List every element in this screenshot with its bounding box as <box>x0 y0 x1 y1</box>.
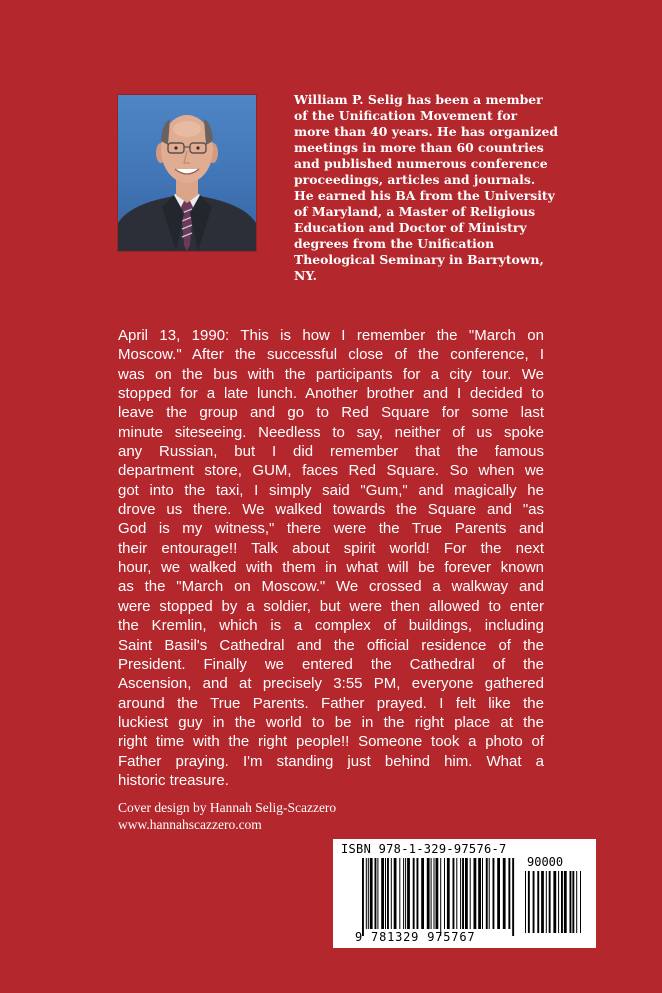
story-line: hour, we walked with them in what will be forever known <box>118 559 544 577</box>
author-bio <box>294 92 558 284</box>
isbn-label: ISBN 978-1-329-97576-7 <box>341 842 507 856</box>
ean-digits: 9 781329 975767 <box>355 930 476 944</box>
story-line: luckiest guy in the world to be in the right place at the <box>118 713 544 731</box>
story-line: Saint Basil's Cathedral and the official residence of the <box>118 636 544 654</box>
cover-credits <box>118 799 336 833</box>
story-line: drove us there. We walked towards the Square and "as <box>118 501 544 519</box>
isbn-barcode <box>333 839 596 948</box>
bio-line: degrees from the Unification <box>294 236 495 251</box>
bio-line: more than 40 years. He has organized <box>294 124 558 139</box>
story-line: was on the bus with the participants for a city tour. We <box>118 365 544 383</box>
story-paragraph <box>118 326 544 790</box>
bio-line: NY. <box>294 268 317 283</box>
story-line: historic treasure. <box>118 771 229 789</box>
story-line: as the "March on Moscow." We crossed a walkway and <box>118 578 544 596</box>
designer-website: www.hannahscazzero.com <box>118 817 262 832</box>
story-line: Ascension, and at precisely 3:55 PM, everyone gathered <box>118 675 544 693</box>
story-line: any Russian, but I did remember that the famous <box>118 443 544 461</box>
story-line: right time with the right people!! Someone took a photo of <box>118 733 544 751</box>
story-line: minute siteseeing. Needless to say, neither of us spoke <box>118 423 544 441</box>
story-line: the Kremlin, which is a complex of buildings, including <box>118 617 544 635</box>
story-line: President. Finally we entered the Cathedral of the <box>118 655 544 673</box>
bio-line: proceedings, articles and journals. <box>294 172 536 187</box>
story-line: leave the group and go to Red Square for some last <box>118 404 544 422</box>
bio-line: meetings in more than 60 countries <box>294 140 544 155</box>
story-line: their entourage!! Talk about spirit world! For the next <box>118 539 544 557</box>
author-portrait-image <box>118 95 256 251</box>
cover-design-credit: Cover design by Hannah Selig-Scazzero <box>118 800 337 815</box>
bio-line: Education and Doctor of Ministry <box>294 220 527 235</box>
price-code: 90000 <box>527 855 564 869</box>
story-line: Father praying. I'm standing just behind him. What a <box>118 752 544 770</box>
bio-line: and published numerous conference <box>294 156 548 171</box>
story-line: April 13, 1990: This is how I remember the "March on <box>118 327 544 344</box>
story-line: Moscow." After the successful close of the conference, I <box>118 346 544 364</box>
bio-line: of Maryland, a Master of Religious <box>294 204 536 219</box>
story-line: were stopped by a soldier, but were then allowed to enter <box>118 597 544 615</box>
bio-line: William P. Selig has been a member <box>294 92 543 107</box>
bio-line: He earned his BA from the University <box>294 188 555 203</box>
bio-line: Theological Seminary in Barrytown, <box>294 252 544 267</box>
story-line: got into the taxi, I simply said "Gum," and magically he <box>118 481 544 499</box>
story-line: department store, GUM, faces Red Square. So when we <box>118 462 544 480</box>
author-photo <box>118 95 256 251</box>
bio-line: of the Unification Movement for <box>294 108 518 123</box>
story-line: God is my witness," there were the True Parents and <box>118 520 544 538</box>
story-line: around the True Parents. Father prayed. I felt like the <box>118 694 544 712</box>
story-line: stopped for a late lunch. Another brother and I decided to <box>118 385 544 403</box>
